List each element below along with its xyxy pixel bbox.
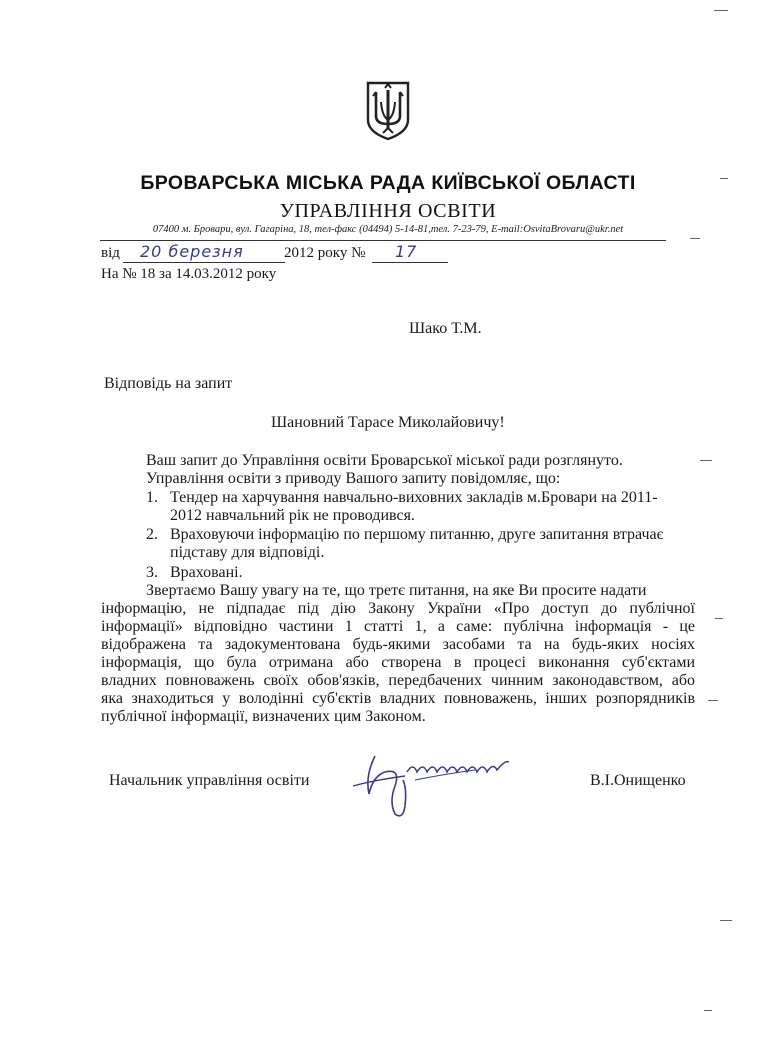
paragraph-line: інформація, що була отримана або створена в процесі виконання суб'єктами [101,654,695,671]
signatory-name: В.І.Онищенко [590,772,686,789]
handwritten-number: 17 [395,242,418,261]
header-divider [100,240,666,241]
list-item-text: підставу для відповіді. [170,544,325,561]
scan-speck [720,920,732,921]
from-label: від [101,245,120,261]
paragraph-line: публічної інформації, визначених цим Законом. [101,708,426,725]
number-underline [372,262,448,263]
year-number-label: 2012 року № [284,245,366,261]
list-item-text: 2012 навчальний рік не проводився. [170,507,415,524]
paragraph-line: інформації» відповідно частини 1 статті 1, а саме: публічна інформація - це [101,618,695,635]
handwritten-date: 20 березня [140,242,244,261]
date-underline [123,262,285,263]
paragraph-line: Звертаємо Вашу увагу на те, що третє питання, на яке Ви просите надати [146,582,647,599]
subject-line: Відповідь на запит [104,375,233,392]
signature-mark [345,736,545,826]
intro-line-1: Ваш запит до Управління освіти Броварської міської ради розглянуто. [146,452,623,469]
council-name: БРОВАРСЬКА МІСЬКА РАДА КИЇВСЬКОЇ ОБЛАСТІ [140,172,636,194]
department-name: УПРАВЛІННЯ ОСВІТИ [279,200,497,222]
scan-speck [715,618,723,619]
paragraph-line: владних повноважень своїх обов'язків, передбачених чинним законодавством, або [101,672,695,689]
paragraph-block [101,600,695,708]
intro-line-2: Управління освіти з приводу Вашого запиту повідомляє, що: [146,470,561,487]
signatory-position: Начальник управління освіти [109,772,310,789]
paragraph-line: яка знаходиться у володінні суб'єктів владних повноважень, інших розпорядників [101,690,695,707]
coat-of-arms-icon [364,80,412,142]
list-item-number: 1. [146,489,158,506]
scan-speck [720,178,728,179]
paragraph-line: відображена та задокументована будь-якими засобами та на будь-яких носіях [101,636,695,653]
list-item-text: Враховуючи інформацію по першому питанню, друге запитання втрачає [170,526,664,543]
scan-speck [704,1010,712,1011]
list-item-number: 3. [146,564,158,581]
reference-line: На № 18 за 14.03.2012 року [101,266,277,282]
scan-speck [714,10,728,11]
list-item-text: Тендер на харчування навчально-виховних закладів м.Бровари на 2011- [170,489,658,506]
addressee: Шако Т.М. [409,320,482,337]
paragraph-line: інформацію, не підпадає під дію Закону України «Про доступ до публічної [101,600,695,617]
scan-speck [690,238,700,239]
contact-line: 07400 м. Бровари, вул. Гагаріна, 18, тел-факс (04494) 5-14-81,тел. 7-23-79, E-mail:OsvitaBrovaru@ukr.net [152,224,624,235]
salutation: Шановний Тарасе Миколайовичу! [271,414,505,431]
list-item-text: Враховані. [170,564,243,581]
scan-speck [700,460,712,461]
list-item-number: 2. [146,526,158,543]
scan-speck [708,700,718,701]
